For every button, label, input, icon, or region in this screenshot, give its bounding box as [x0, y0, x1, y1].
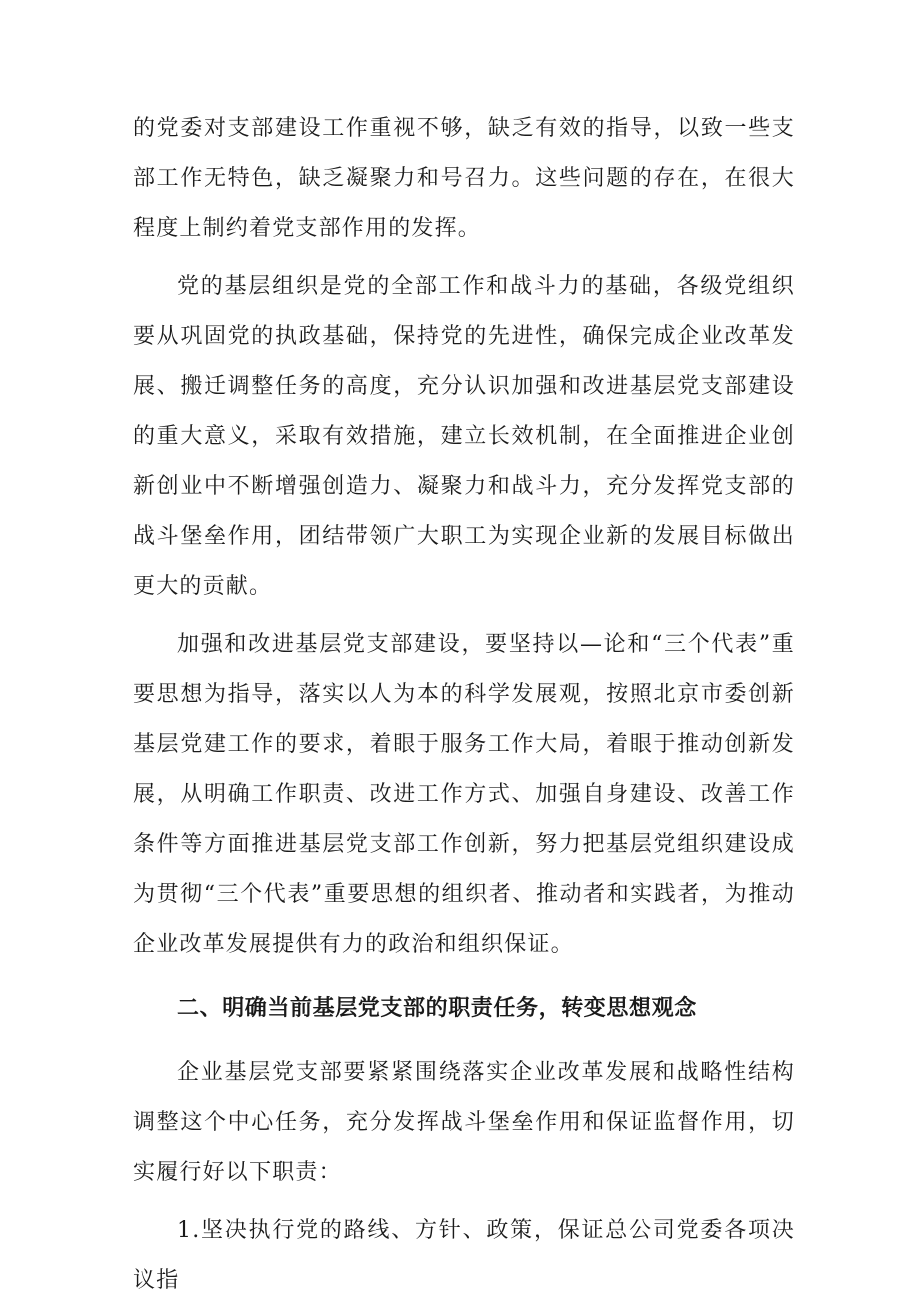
- paragraph-strengthen-improve: 加强和改进基层党支部建设，要坚持以—论和“三个代表”重要思想为指导，落实以人为本的科学发展观，按照北京市委创新基层党建工作的要求，着眼于服务工作大局，着眼于推动创新发展，从明确工作职责、改进工作方式、加强自身建设、改善工作条件等方面推进基层党支部工作创新，努力把基层党组织建设成为贯彻“三个代表”重要思想的组织者、推动者和实践者，为推动企业改革发展提供有力的政治和组织保证。: [133, 632, 795, 957]
- document-body: [133, 104, 795, 1306]
- paragraph-continuation: 的党委对支部建设工作重视不够，缺乏有效的指导，以致一些支部工作无特色，缺乏凝聚力和号召力。这些问题的存在，在很大程度上制约着党支部作用的发挥。: [133, 116, 795, 241]
- list-item-1: 1.坚决执行党的路线、方针、政策，保证总公司党委各项决议指: [133, 1218, 795, 1293]
- paragraph-grassroots-organization: 党的基层组织是党的全部工作和战斗力的基础，各级党组织要从巩固党的执政基础，保持党的先进性，确保完成企业改革发展、搬迁调整任务的高度，充分认识加强和改进基层党支部建设的重大意义，采取有效措施，建立长效机制，在全面推进企业创新创业中不断增强创造力、凝聚力和战斗力，充分发挥党支部的战斗堡垒作用，团结带领广大职工为实现企业新的发展目标做出更大的贡献。: [133, 274, 795, 599]
- paragraph-responsibilities-intro: 企业基层党支部要紧紧围绕落实企业改革发展和战略性结构调整这个中心任务，充分发挥战斗堡垒作用和保证监督作用，切实履行好以下职责：: [133, 1060, 795, 1185]
- section-heading: 二、明确当前基层党支部的职责任务，转变思想观念: [177, 996, 697, 1021]
